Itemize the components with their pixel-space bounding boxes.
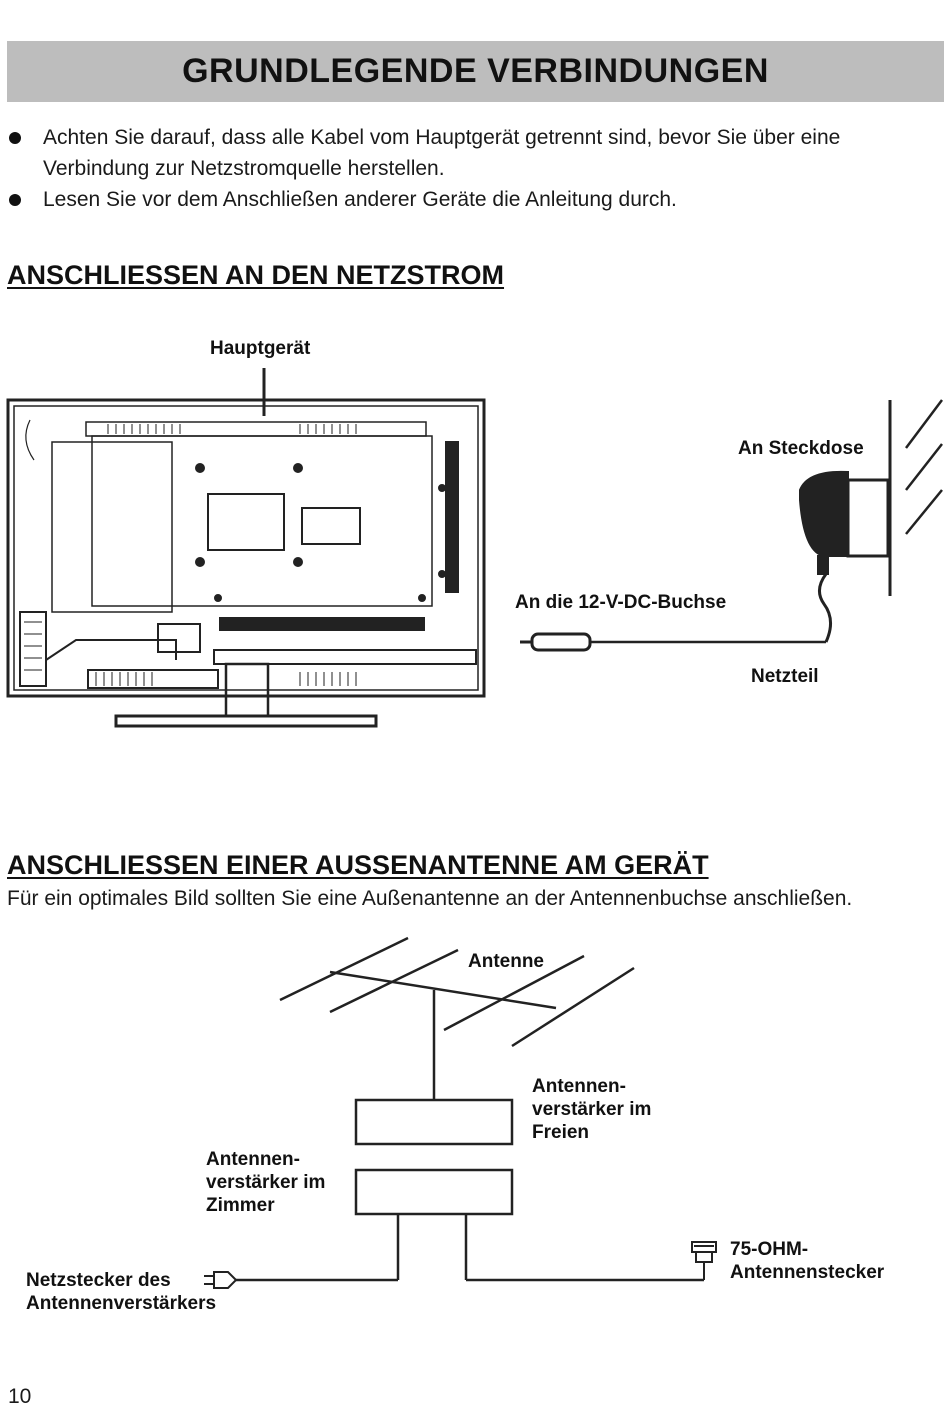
coax-plug-label: 75-OHM- Antennenstecker xyxy=(730,1239,885,1283)
antenna-section-heading: ANSCHLIESSEN EINER AUSSENANTENNE AM GERÄT xyxy=(7,850,709,880)
power-adapter-label: Netzteil xyxy=(751,666,819,687)
main-unit-label: Hauptgerät xyxy=(210,338,311,359)
page-number: 10 xyxy=(8,1385,32,1408)
instruction-item: Lesen Sie vor dem Anschließen anderer Geräte die Anleitung durch. xyxy=(7,184,942,215)
indoor-amplifier-label: Antennen- verstärker im Zimmer xyxy=(206,1149,326,1216)
power-section-heading: ANSCHLIESSEN AN DEN NETZSTROM xyxy=(7,260,505,290)
outdoor-amplifier-label: Antennen- verstärker im Freien xyxy=(532,1076,652,1143)
outdoor-amplifier-box xyxy=(356,1100,512,1144)
indoor-amplifier-box xyxy=(356,1170,512,1214)
coax-plug-icon xyxy=(692,1242,716,1280)
page-title: GRUNDLEGENDE VERBINDUNGEN xyxy=(182,52,769,90)
amplifier-plug-label: Netzstecker des Antennenverstärkers xyxy=(26,1270,217,1314)
instruction-item: Achten Sie darauf, dass alle Kabel vom Hauptgerät getrennt sind, bevor Sie über eine Verbindung zur Netzstromquelle herstellen. xyxy=(7,122,942,184)
wall-outlet-label: An Steckdose xyxy=(738,438,864,459)
dc-jack-label: An die 12-V-DC-Buchse xyxy=(515,592,727,613)
antenna-intro-text: Für ein optimales Bild sollten Sie eine Außenantenne an der Antennenbuchse anschließen. xyxy=(7,887,853,910)
antenna-label: Antenne xyxy=(468,951,544,972)
